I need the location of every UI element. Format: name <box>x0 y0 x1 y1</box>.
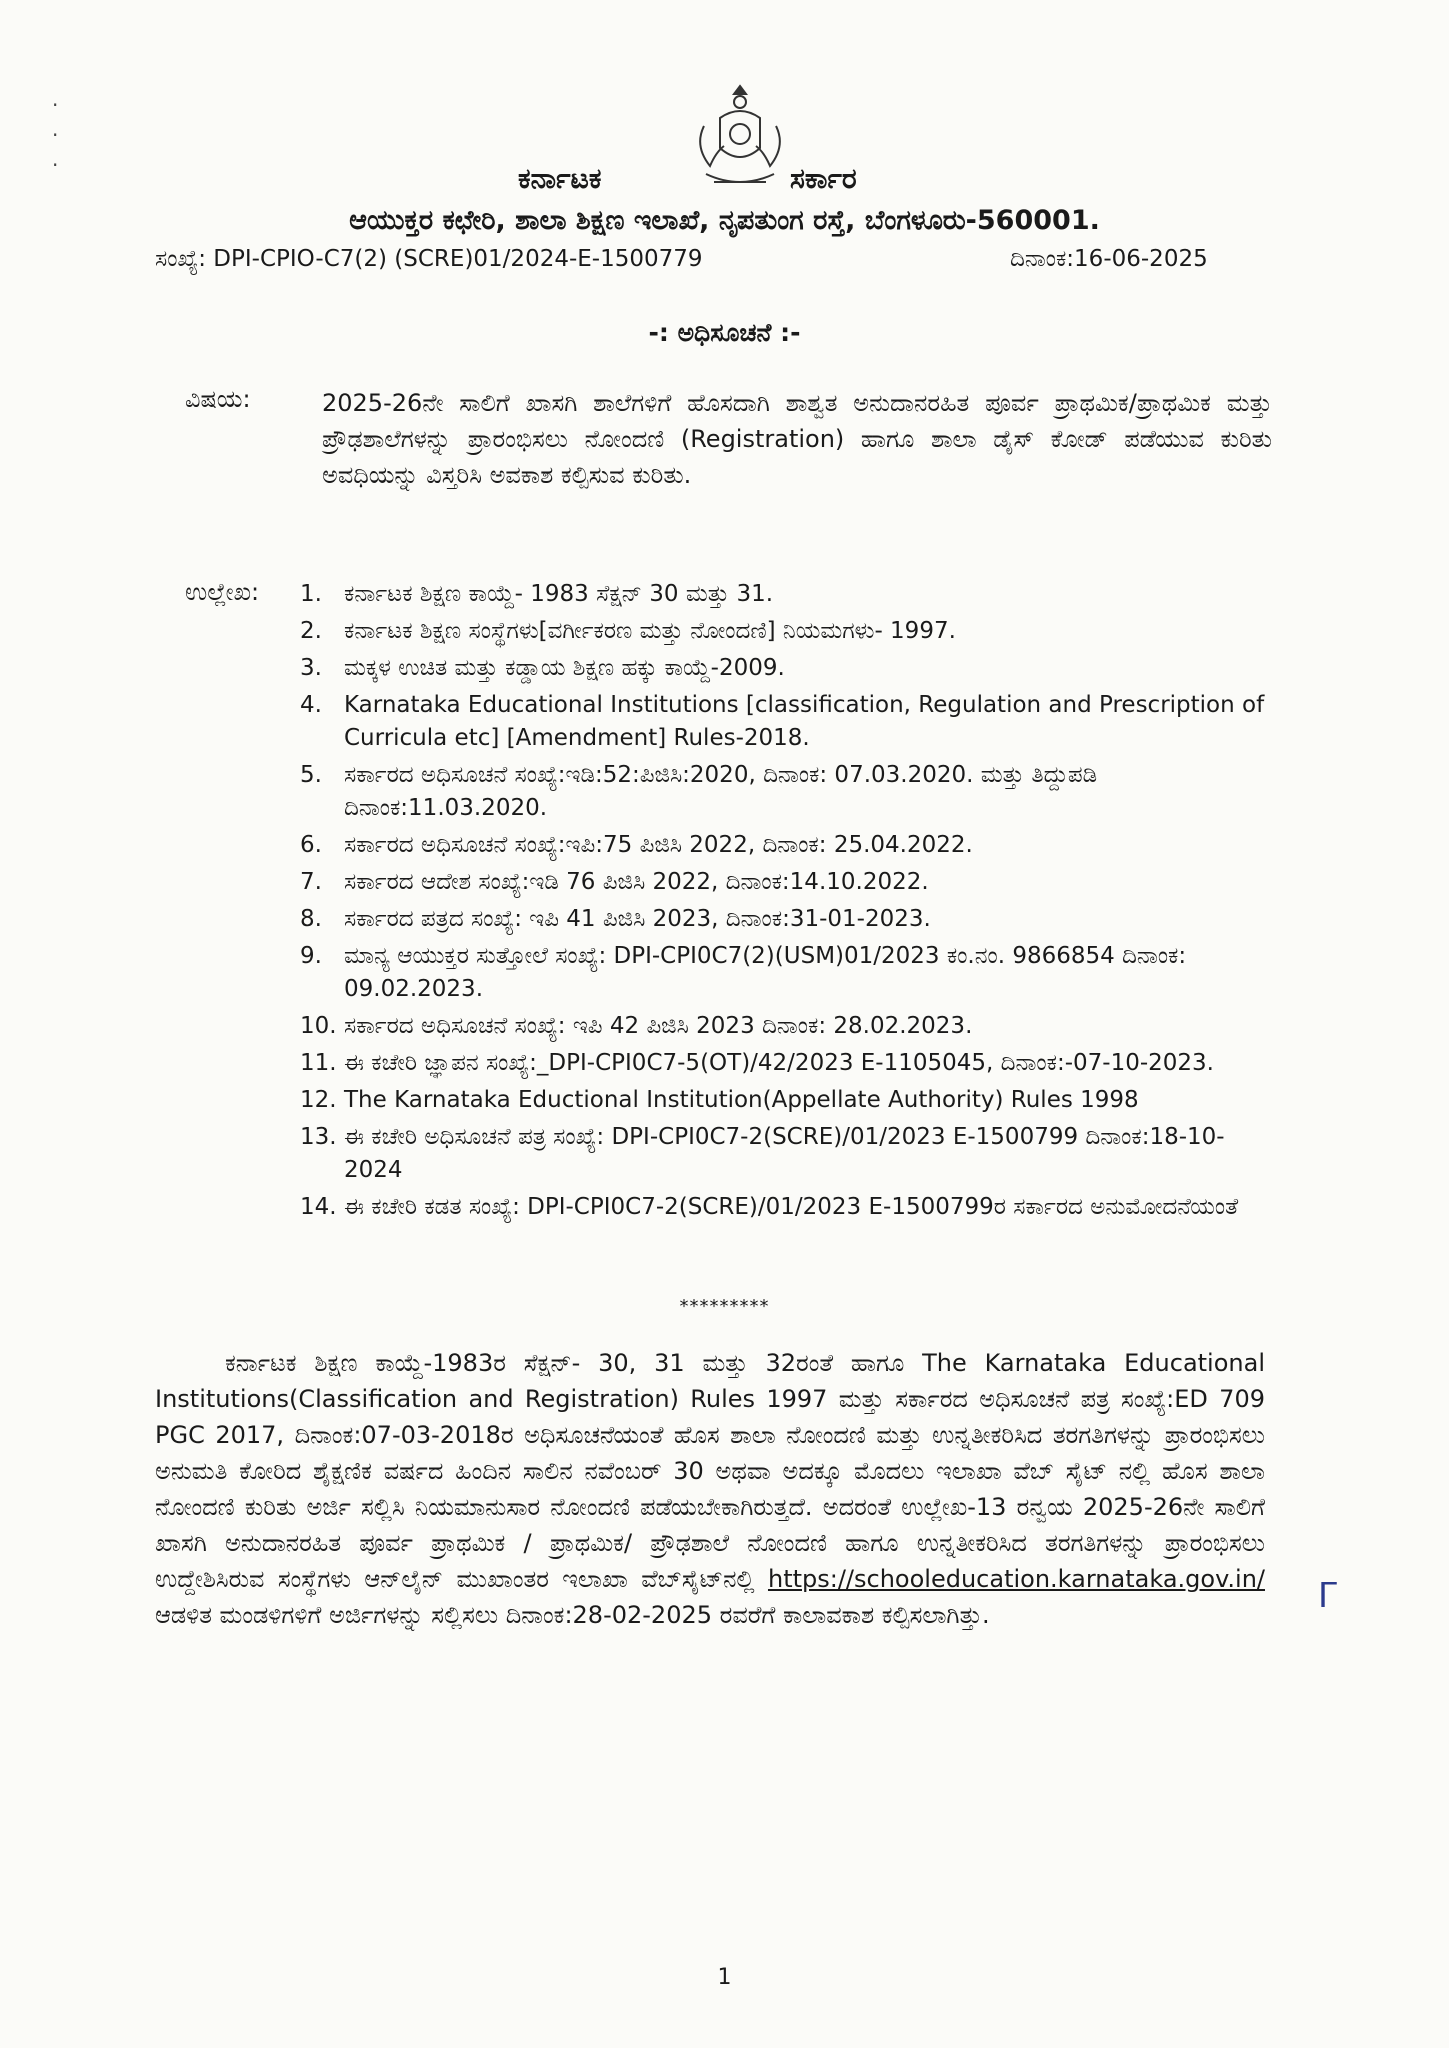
reference-number-label: 13. <box>300 1124 337 1150</box>
reference-text: ಕರ್ನಾಟಕ ಶಿಕ್ಷಣ ಸಂಸ್ಥೆಗಳು[ವರ್ಗೀಕರಣ ಮತ್ತು ನೋಂದಣಿ] ನಿಯಮಗಳು- 1997. <box>344 618 956 644</box>
reference-number-label: 7. <box>300 869 322 895</box>
reference-number-label: 3. <box>300 655 322 681</box>
page-number: 1 <box>717 1965 732 1990</box>
scan-marks: · · · <box>52 93 59 177</box>
government-label: ಸರ್ಕಾರ <box>790 162 857 195</box>
reference-item <box>300 940 1275 1006</box>
state-emblem-icon <box>684 78 796 190</box>
reference-item <box>300 1121 1275 1187</box>
section-separator: ********* <box>679 1296 770 1317</box>
state-name: ಕರ್ನಾಟಕ <box>518 162 602 195</box>
reference-number: ಸಂಖ್ಯೆ: DPI-CPIO-C7(2) (SCRE)01/2024-E-1500779 <box>155 246 703 272</box>
reference-text: The Karnataka Eductional Institution(Appellate Authority) Rules 1998 <box>344 1087 1139 1113</box>
reference-item <box>300 1084 1275 1117</box>
reference-item <box>300 689 1275 755</box>
reference-item <box>300 578 1275 611</box>
reference-number-label: 5. <box>300 762 322 788</box>
document-date: ದಿನಾಂಕ:16-06-2025 <box>1010 246 1208 272</box>
reference-item <box>300 829 1275 862</box>
reference-text: ಈ ಕಚೇರಿ ಜ್ಞಾಪನ ಸಂಖ್ಯೆ:_DPI-CPI0C7-5(OT)/42/2023 E-1105045, ದಿನಾಂಕ:-07-10-2023. <box>344 1050 1214 1076</box>
reference-item <box>300 1047 1275 1080</box>
references-label: ಉಲ್ಲೇಖ: <box>185 578 260 606</box>
reference-item <box>300 1010 1275 1043</box>
body-text: ಕರ್ನಾಟಕ ಶಿಕ್ಷಣ ಕಾಯ್ದೆ-1983ರ ಸೆಕ್ಷನ್- 30, 31 ಮತ್ತು 32ರಂತೆ ಹಾಗೂ The Karnataka Educational Institutions(Classification and Registration) Rules 1997 ಮತ್ತು ಸರ್ಕಾರದ ಅಧಿಸೂಚನೆ ಪತ್ರ ಸಂಖ್ಯೆ:ED 709 PGC 2017, ದಿನಾಂಕ:07-03-2018ರ ಅಧಿಸೂಚನೆಯಂತೆ ಹೊಸ ಶಾಲಾ ನೋಂದಣಿ ಮತ್ತು ಉನ್ನತೀಕರಿಸಿದ ತರಗತಿಗಳನ್ನು ಪ್ರಾರಂಭಿಸಲು ಅನುಮತಿ ಕೋರಿದ ಶೈಕ್ಷಣಿಕ ವರ್ಷದ ಹಿಂದಿನ ಸಾಲಿನ ನವೆಂಬರ್ 30 ಅಥವಾ ಅದಕ್ಕೂ ಮೊದಲು ಇಲಾಖಾ ವೆಬ್ ಸೈಟ್ ನಲ್ಲಿ ಹೊಸ ಶಾಲಾ ನೋಂದಣಿ ಕುರಿತು ಅರ್ಜಿ ಸಲ್ಲಿಸಿ ನಿಯಮಾನುಸಾರ ನೋಂದಣಿ ಪಡೆಯಬೇಕಾಗಿರುತ್ತದೆ. ಅದರಂತೆ ಉಲ್ಲೇಖ-13 ರನ್ವಯ 2025-26ನೇ ಸಾಲಿಗೆ ಖಾಸಗಿ ಅನುದಾನರಹಿತ ಪೂರ್ವ ಪ್ರಾಥಮಿಕ / ಪ್ರಾಥಮಿಕ/ ಪ್ರೌಢಶಾಲೆ ನೋಂದಣಿ ಹಾಗೂ ಉನ್ನತೀಕರಿಸಿದ ತರಗತಿಗಳನ್ನು ಪ್ರಾರಂಭಿಸಲು ಉದ್ದೇಶಿಸಿರುವ ಸಂಸ್ಥೆಗಳು ಆನ್‌ಲೈನ್ ಮುಖಾಂತರ ಇಲಾಖಾ ವೆಬ್‌ಸೈಟ್‌ನಲ್ಲಿ <box>155 1349 1265 1593</box>
reference-item <box>300 903 1275 936</box>
reference-text: ಮಾನ್ಯ ಆಯುಕ್ತರ ಸುತ್ತೋಲೆ ಸಂಖ್ಯೆ: DPI-CPI0C7(2)(USM)01/2023 ಕಂ.ನಂ. 9866854 ದಿನಾಂಕ: 09.02.2023. <box>344 943 1187 1002</box>
references-list <box>300 578 1275 1228</box>
subject-label: ವಿಷಯ: <box>185 385 251 413</box>
body-paragraph <box>155 1345 1265 1633</box>
website-link[interactable]: https://schooleducation.karnataka.gov.in/ <box>767 1565 1265 1593</box>
reference-text: ಈ ಕಚೇರಿ ಕಡತ ಸಂಖ್ಯೆ: DPI-CPI0C7-2(SCRE)/01/2023 E-1500799ರ ಸರ್ಕಾರದ ಅನುಮೋದನೆಯಂತೆ <box>344 1194 1239 1220</box>
reference-number-label: 9. <box>300 943 322 969</box>
office-address: ಆಯುಕ್ತರ ಕಛೇರಿ, ಶಾಲಾ ಶಿಕ್ಷಣ ಇಲಾಖೆ, ನೃಪತುಂಗ ರಸ್ತೆ, ಬೆಂಗಳೂರು-560001. <box>349 205 1100 236</box>
reference-text: ಸರ್ಕಾರದ ಆದೇಶ ಸಂಖ್ಯೆ:ಇಡಿ 76 ಪಿಜಿಸಿ 2022, ದಿನಾಂಕ:14.10.2022. <box>344 869 929 895</box>
reference-number-label: 11. <box>300 1050 337 1076</box>
reference-text: ಸರ್ಕಾರದ ಅಧಿಸೂಚನೆ ಸಂಖ್ಯೆ:ಇಡಿ:52:ಪಿಜಿಸಿ:2020, ದಿನಾಂಕ: 07.03.2020. ಮತ್ತು ತಿದ್ದುಪಡಿ ದಿನಾಂಕ:11.03.2020. <box>344 762 1098 821</box>
reference-text: ಈ ಕಚೇರಿ ಅಧಿಸೂಚನೆ ಪತ್ರ ಸಂಖ್ಯೆ: DPI-CPI0C7-2(SCRE)/01/2023 E-1500799 ದಿನಾಂಕ:18-10-2024 <box>344 1124 1225 1183</box>
reference-number-label: 4. <box>300 692 322 718</box>
reference-item <box>300 759 1275 825</box>
reference-number-label: 12. <box>300 1087 337 1113</box>
reference-text: ಸರ್ಕಾರದ ಅಧಿಸೂಚನೆ ಸಂಖ್ಯೆ:ಇಪಿ:75 ಪಿಜಿಸಿ 2022, ದಿನಾಂಕ: 25.04.2022. <box>344 832 973 858</box>
reference-item <box>300 652 1275 685</box>
reference-number-label: 1. <box>300 581 322 607</box>
handwritten-mark: ᒥ <box>1318 1576 1337 1616</box>
reference-number-label: 14. <box>300 1194 337 1220</box>
reference-item <box>300 866 1275 899</box>
reference-item <box>300 1191 1275 1224</box>
reference-item <box>300 615 1275 648</box>
reference-number-label: 10. <box>300 1013 337 1039</box>
reference-text: ಸರ್ಕಾರದ ಅಧಿಸೂಚನೆ ಸಂಖ್ಯೆ: ಇಪಿ 42 ಪಿಜಿಸಿ 2023 ದಿನಾಂಕ: 28.02.2023. <box>344 1013 973 1039</box>
subject-text: 2025-26ನೇ ಸಾಲಿಗೆ ಖಾಸಗಿ ಶಾಲೆಗಳಿಗೆ ಹೊಸದಾಗಿ ಶಾಶ್ವತ ಅನುದಾನರಹಿತ ಪೂರ್ವ ಪ್ರಾಥಮಿಕ/ಪ್ರಾಥಮಿಕ ಮತ್ತು ಪ್ರೌಢಶಾಲೆಗಳನ್ನು ಪ್ರಾರಂಭಿಸಲು ನೋಂದಣಿ (Registration) ಹಾಗೂ ಶಾಲಾ ಡೈಸ್ ಕೋಡ್ ಪಡೆಯುವ ಕುರಿತು ಅವಧಿಯನ್ನು ವಿಸ್ತರಿಸಿ ಅವಕಾಶ ಕಲ್ಪಿಸುವ ಕುರಿತು. <box>322 389 1272 489</box>
reference-number-label: 6. <box>300 832 322 858</box>
body-text: ಆಡಳಿತ ಮಂಡಳಿಗಳಿಗೆ ಅರ್ಜಿಗಳನ್ನು ಸಲ್ಲಿಸಲು ದಿನಾಂಕ:28-02-2025 ರವರೆಗೆ ಕಾಲಾವಕಾಶ ಕಲ್ಪಿಸಲಾಗಿತ್ತು. <box>155 1601 990 1629</box>
reference-number-label: 8. <box>300 906 322 932</box>
reference-text: Karnataka Educational Institutions [classification, Regulation and Prescription of Curricula etc] [Amendment] Rules-2018. <box>344 692 1265 751</box>
reference-text: ಮಕ್ಕಳ ಉಚಿತ ಮತ್ತು ಕಡ್ಡಾಯ ಶಿಕ್ಷಣ ಹಕ್ಕು ಕಾಯ್ದೆ-2009. <box>344 655 785 681</box>
reference-text: ಕರ್ನಾಟಕ ಶಿಕ್ಷಣ ಕಾಯ್ದೆ- 1983 ಸೆಕ್ಷನ್ 30 ಮತ್ತು 31. <box>344 581 774 607</box>
reference-text: ಸರ್ಕಾರದ ಪತ್ರದ ಸಂಖ್ಯೆ: ಇಪಿ 41 ಪಿಜಿಸಿ 2023, ದಿನಾಂಕ:31-01-2023. <box>344 906 931 932</box>
notification-title: -: ಅಧಿಸೂಚನೆ :- <box>648 318 801 347</box>
reference-number-label: 2. <box>300 618 322 644</box>
